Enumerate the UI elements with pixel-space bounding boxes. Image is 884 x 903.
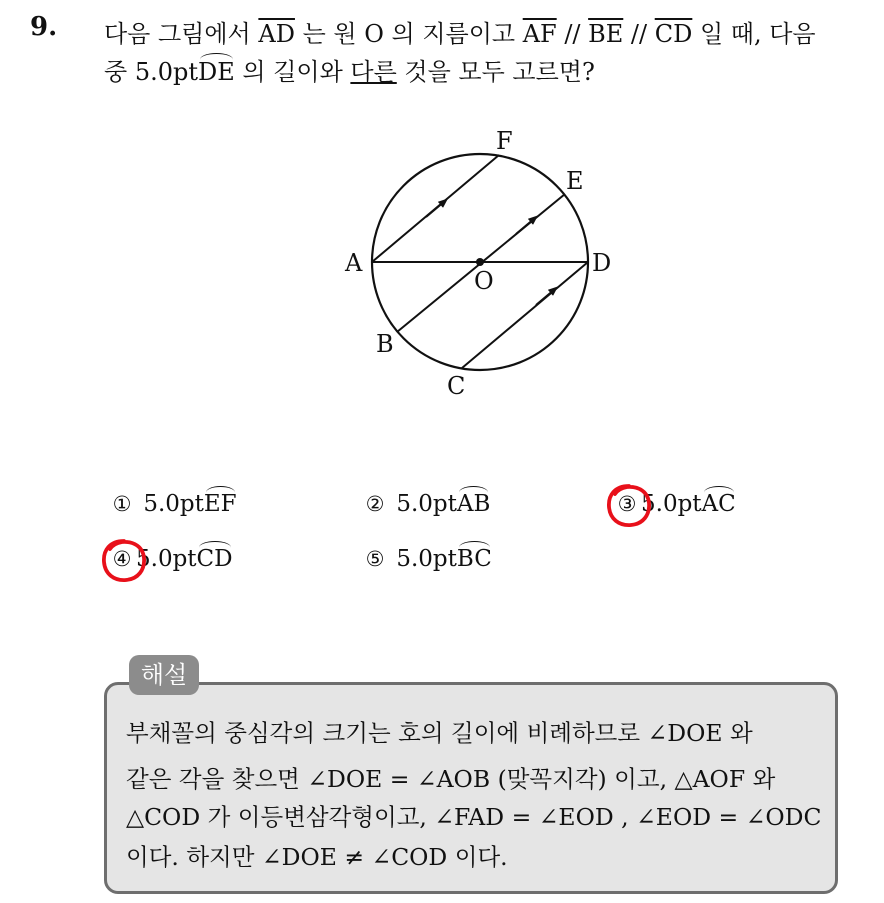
explanation-tag: 해설	[129, 655, 199, 695]
q-text: 일 때, 다음	[692, 20, 816, 48]
question-line-2	[104, 52, 595, 87]
q-text: 중 5.0pt	[104, 58, 198, 86]
answer-mark-3	[603, 481, 655, 531]
label-c: C	[447, 372, 466, 400]
question-number: 9.	[30, 12, 58, 42]
choice-arc: AB	[456, 491, 491, 517]
segment-cd: $\overline{CD}$	[654, 20, 693, 48]
choice-number: ①	[112, 492, 132, 516]
q-text: 것을 모두 고르면?	[396, 58, 595, 86]
center-point	[476, 258, 484, 266]
choice-arc: EF	[203, 491, 237, 517]
q-text: 의 길이와	[234, 58, 351, 86]
q-text: 는 원 O 의 지름이고	[294, 20, 523, 48]
choice-5[interactable]	[361, 546, 492, 572]
choice-prefix: 5.0pt	[641, 491, 702, 517]
choice-2[interactable]	[361, 491, 490, 517]
explanation-line-2: 같은 각을 찾으면 ∠DOE = ∠AOB (맞꼭지각) 이고, △AOF 와	[126, 765, 776, 793]
answer-mark-4	[98, 536, 150, 586]
circle-diagram	[330, 115, 650, 405]
choice-arc: CD	[196, 546, 233, 572]
label-f: F	[496, 127, 513, 155]
choice-number: ②	[365, 492, 385, 516]
choice-prefix: 5.0pt	[143, 491, 204, 517]
choice-number: ⑤	[365, 547, 385, 571]
choice-number: ③	[617, 492, 637, 516]
underlined-word: 다른	[350, 58, 397, 86]
choice-arc: AC	[701, 491, 736, 517]
segment-af: $\overline{AF}$	[522, 20, 557, 48]
question-line-1	[104, 14, 816, 49]
label-a: A	[345, 249, 363, 277]
arc-de: DE	[198, 58, 235, 86]
choice-prefix: 5.0pt	[136, 546, 197, 572]
explanation-line-4: 이다. 하지만 ∠DOE ≠ ∠COD 이다.	[126, 843, 508, 871]
arrow-cd	[536, 289, 555, 305]
segment-be: $\overline{BE}$	[588, 20, 624, 48]
q-text: 다음 그림에서	[104, 20, 259, 48]
arrow-be	[516, 218, 535, 234]
choice-arc: BC	[456, 546, 492, 572]
explanation-line-1: 부채꼴의 중심각의 크기는 호의 길이에 비례하므로 ∠DOE 와	[126, 719, 753, 747]
choice-1[interactable]	[108, 491, 237, 517]
label-e: E	[566, 167, 584, 195]
choice-prefix: 5.0pt	[396, 491, 457, 517]
explanation-line-3: △COD 가 이등변삼각형이고, ∠FAD = ∠EOD , ∠EOD = ∠ODC	[126, 803, 822, 831]
arrow-af	[426, 201, 445, 217]
parallel-symbol: //	[623, 20, 655, 48]
label-d: D	[592, 249, 612, 277]
segment-ad: $\overline{AD}$	[258, 20, 295, 48]
label-o: O	[474, 267, 494, 295]
choice-number: ④	[112, 547, 132, 571]
label-b: B	[376, 330, 394, 358]
parallel-symbol: //	[556, 20, 589, 48]
choice-prefix: 5.0pt	[396, 546, 457, 572]
